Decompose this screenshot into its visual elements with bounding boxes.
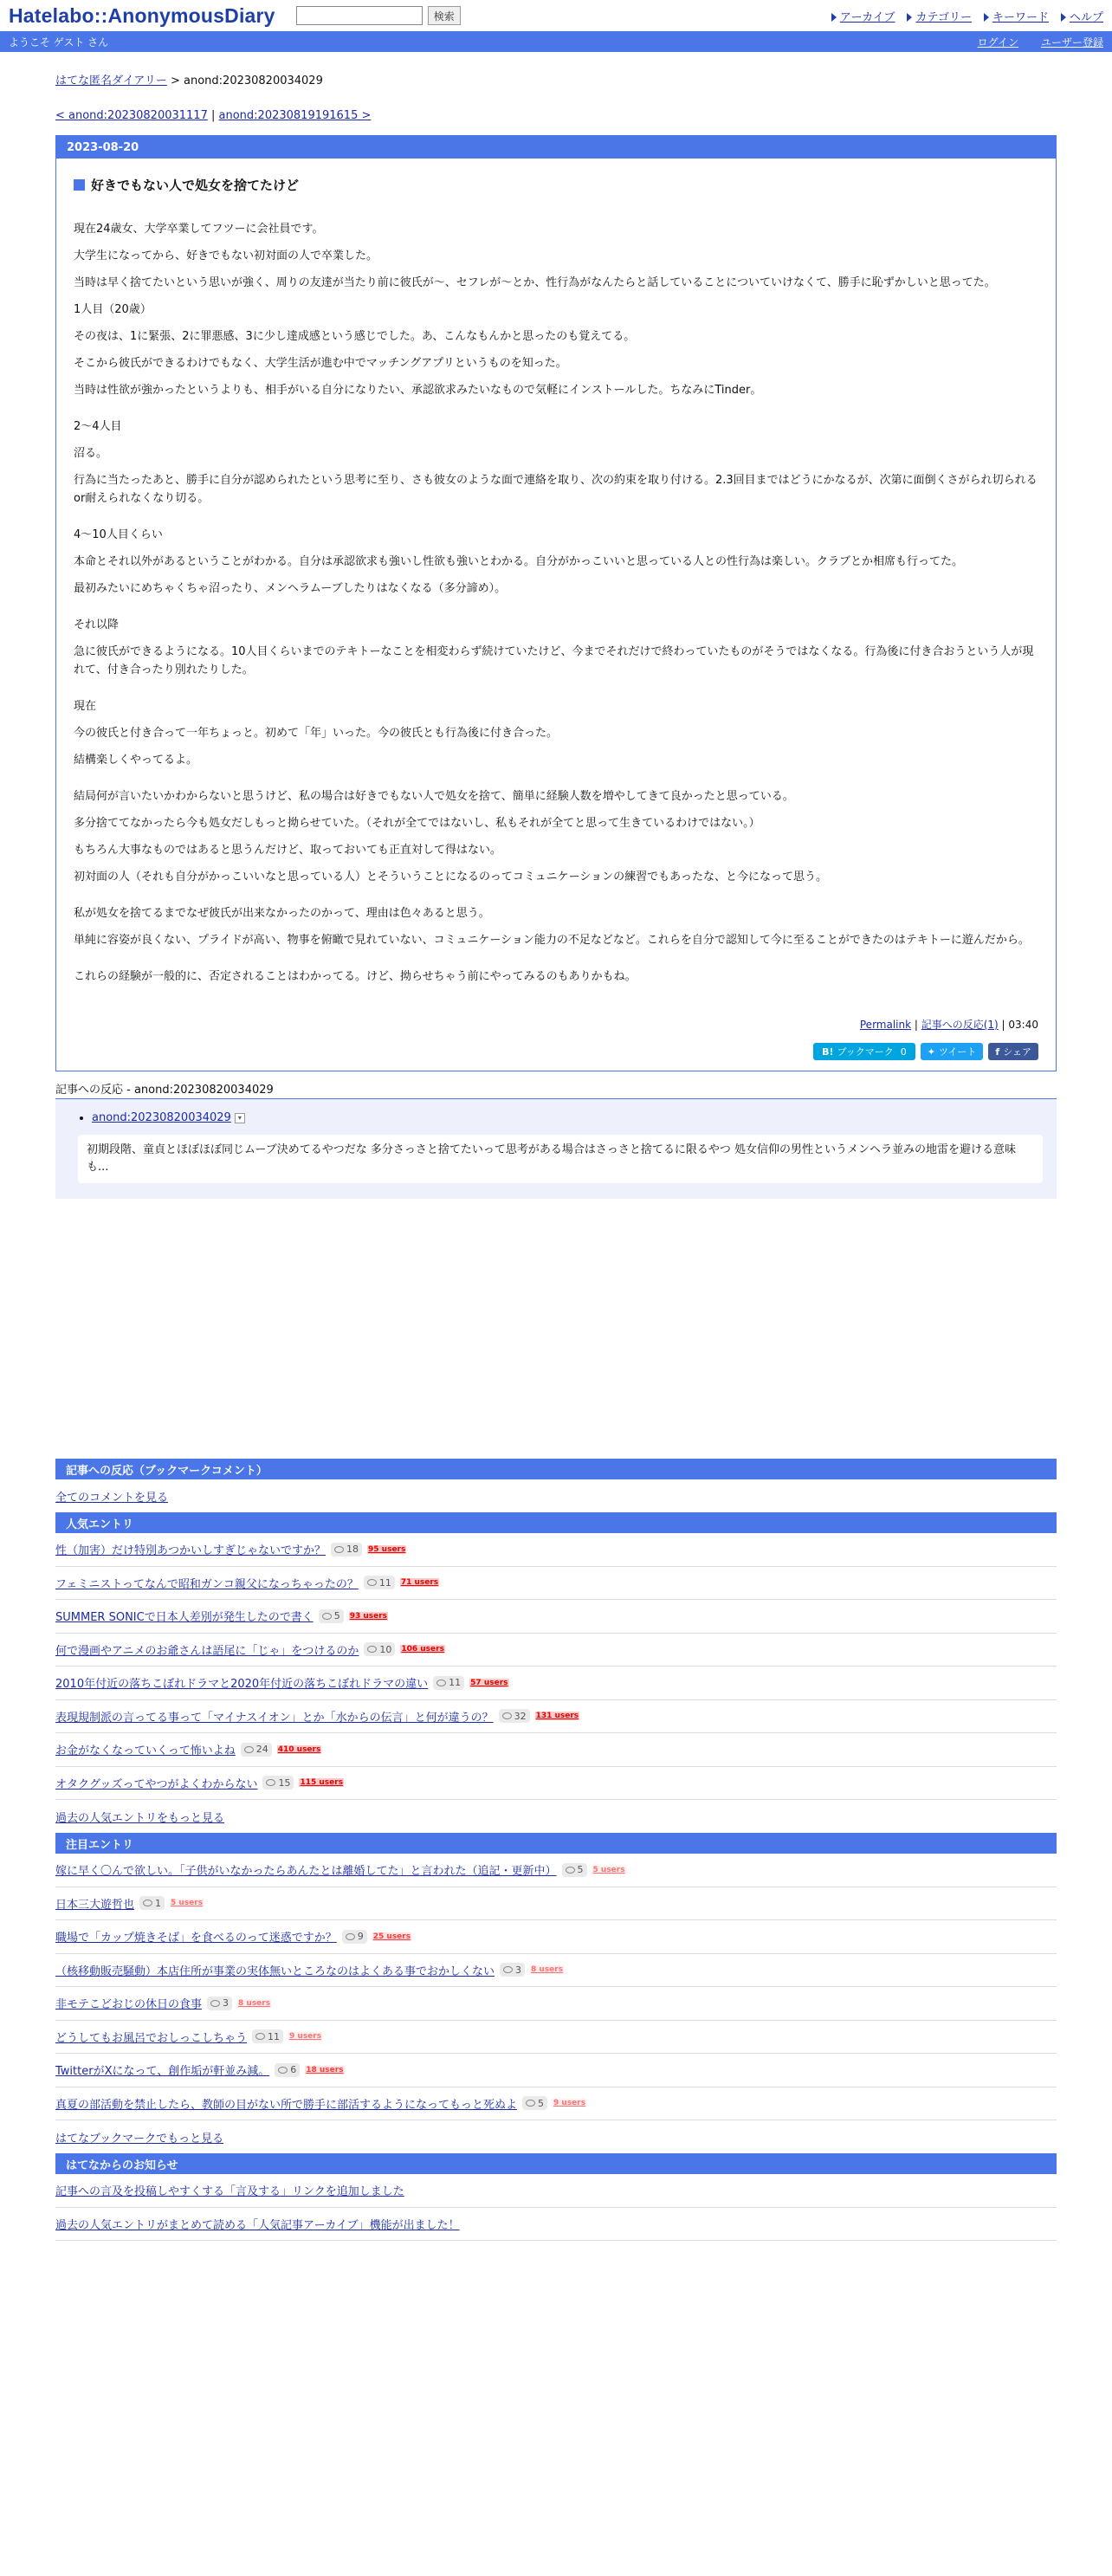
entry-link[interactable]: オタクグッズってやつがよくわからない xyxy=(55,1777,258,1791)
search-input[interactable] xyxy=(296,6,423,25)
entry-row xyxy=(55,1954,1057,1988)
entry-link[interactable]: 性（加害）だけ特別あつかいしすぎじゃないですか？ xyxy=(55,1544,326,1558)
entry-row xyxy=(55,1767,1057,1801)
news-link[interactable]: 過去の人気エントリがまとめて読める「人気記事アーカイブ」機能が出ました！ xyxy=(55,2218,460,2232)
comment-count-badge[interactable] xyxy=(241,1743,272,1757)
comment-bubble-icon xyxy=(278,2067,288,2074)
comment-count: 5 xyxy=(333,1610,340,1622)
users-count-badge[interactable]: 57 users xyxy=(470,1678,508,1687)
users-count-badge[interactable]: 9 users xyxy=(553,2099,586,2108)
entry-paragraph: 本命とそれ以外があるということがわかる。自分は承認欲求も強いし性欲も強いとわかる。自分がかっこいいと思っている人との性行為は楽しい。クラブとか相席も行ってた。 xyxy=(74,555,964,568)
comment-count: 11 xyxy=(378,1576,391,1589)
bookmark-count: 0 xyxy=(900,1045,907,1058)
comment-count: 11 xyxy=(268,2030,281,2042)
bookmark-label: ブックマーク xyxy=(837,1046,894,1058)
more-row xyxy=(55,1800,1057,1833)
news-row xyxy=(55,2174,1057,2208)
entry-paragraph: 初対面の人（それも自分がかっこいいなと思っている人）とそういうことになるのってコミュニケーションの練習でもあったな、と今になって思う。 xyxy=(74,871,827,883)
pager-separator: | xyxy=(207,109,219,122)
comment-count: 9 xyxy=(357,1931,364,1943)
comment-bubble-icon xyxy=(334,1546,344,1553)
popular-entries-heading: 人気エントリ xyxy=(55,1512,1057,1533)
paragraph-spacer xyxy=(74,408,1038,417)
users-count-badge[interactable]: 8 users xyxy=(531,1965,564,1975)
nav-category[interactable]: カテゴリー xyxy=(907,8,971,24)
welcome-text: ようこそ ゲスト さん xyxy=(9,36,109,49)
diary-entry xyxy=(55,135,1057,1071)
entry-row xyxy=(55,1920,1057,1954)
paragraph-spacer xyxy=(74,688,1038,697)
comment-bubble-icon xyxy=(367,1579,377,1586)
comment-count: 5 xyxy=(538,2097,545,2109)
hatena-bookmark-button[interactable] xyxy=(813,1043,915,1060)
site-header xyxy=(0,0,1112,31)
more-popular-link[interactable]: 過去の人気エントリをもっと見る xyxy=(55,1811,225,1825)
reaction-link[interactable]: anond:20230820034029 xyxy=(92,1111,231,1124)
entry-row xyxy=(55,1733,1057,1767)
comment-count-badge[interactable] xyxy=(500,1963,525,1977)
footer-separator: | xyxy=(911,1019,921,1031)
users-count-badge[interactable]: 95 users xyxy=(368,1544,406,1554)
entry-row xyxy=(55,1533,1057,1567)
users-count-badge[interactable]: 115 users xyxy=(300,1778,344,1788)
users-count-badge[interactable]: 25 users xyxy=(372,1932,411,1941)
hatena-bookmark-icon: B! xyxy=(822,1045,834,1058)
next-entry-link[interactable]: anond:20230819191615 > xyxy=(218,109,372,122)
all-comments-link[interactable]: 全てのコメントを見る xyxy=(55,1491,169,1505)
comment-count: 3 xyxy=(223,1997,230,2010)
nav-keyword[interactable]: キーワード xyxy=(984,8,1049,24)
entry-title-text[interactable]: 好きでもない人で処女を捨てたけど xyxy=(91,178,300,193)
entry-link[interactable]: （核移動販売騒動）本店住所が事業の実体無いところなのはよくある事でおかしくない xyxy=(55,1964,495,1978)
users-count-badge[interactable]: 410 users xyxy=(277,1744,321,1754)
entry-row xyxy=(55,2021,1057,2055)
comment-count-badge[interactable] xyxy=(342,1930,367,1944)
comment-bubble-icon xyxy=(266,1779,275,1786)
comment-count-badge[interactable] xyxy=(262,1776,294,1790)
facebook-icon: f xyxy=(995,1045,1000,1058)
comment-bubble-icon xyxy=(255,2033,265,2040)
entry-paragraph: 大学生になってから、好きでもない初対面の人で卒業した。 xyxy=(74,249,378,262)
entry-link[interactable]: 嫁に早く〇んで欲しい。「子供がいなかったらあんたとは離婚してた」と言われた（追記・更新中） xyxy=(55,1865,557,1879)
comment-count: 15 xyxy=(278,1777,291,1789)
entry-paragraph: もちろん大事なものではあると思うんだけど、取っておいても正直対して得はない。 xyxy=(74,844,502,857)
news-list xyxy=(55,2174,1057,2241)
users-count-badge[interactable]: 5 users xyxy=(171,1899,204,1908)
comment-bubble-icon xyxy=(436,1680,446,1686)
entry-row xyxy=(55,1887,1057,1921)
users-count-badge[interactable]: 5 users xyxy=(592,1865,625,1874)
entry-paragraph: 当時は性欲が強かったというよりも、相手がいる自分になりたい、承認欲求みたいなもので気軽にインストールした。ちなみにTinder。 xyxy=(74,384,762,397)
login-link[interactable]: ログイン xyxy=(977,36,1018,49)
more-row xyxy=(55,2120,1057,2153)
entry-row xyxy=(55,1700,1057,1734)
entry-row xyxy=(55,2087,1057,2121)
users-count-badge[interactable]: 9 users xyxy=(289,2032,322,2042)
entry-paragraph: 結局何が言いたいかわからないと思うけど、私の場合は好きでもない人で処女を捨て、簡単に経験人数を増やしてきて良かったと思っている。 xyxy=(74,790,794,803)
entry-paragraph: 1人目（20歳） xyxy=(74,303,152,316)
comment-bubble-icon xyxy=(143,1900,152,1906)
prev-entry-link[interactable]: < anond:20230820031117 xyxy=(55,109,208,122)
share-label: シェア xyxy=(1003,1046,1031,1058)
comment-count: 1 xyxy=(155,1897,162,1909)
nav-help[interactable]: ヘルプ xyxy=(1061,8,1103,24)
entry-paragraph: 当時は早く捨てたいという思いが強く、周りの友達が当たり前に彼氏が〜、セフレが〜とか、性行為がなんたらと話していることについていけなくて、勝手に恥ずかしいと思ってた。 xyxy=(74,276,996,289)
comment-count-badge[interactable] xyxy=(562,1863,587,1877)
entry-link[interactable]: 表現規制派の言ってる事って「マイナスイオン」とか「水からの伝言」と何が違うの？ xyxy=(55,1711,494,1725)
users-count-badge[interactable]: 8 users xyxy=(238,1998,271,2008)
entry-text xyxy=(74,220,1038,986)
entry-date: 2023-08-20 xyxy=(56,136,1056,159)
entry-link[interactable]: 2010年付近の落ちこぼれドラマと2020年付近の落ちこぼれドラマの違い xyxy=(55,1678,429,1692)
comment-bubble-icon xyxy=(566,1867,575,1874)
breadcrumb xyxy=(55,71,1057,87)
entry-link[interactable]: 日本三大遊哲也 xyxy=(55,1898,135,1912)
comment-count-badge[interactable] xyxy=(319,1609,344,1623)
entry-paragraph: 現在24歳女、大学卒業してフツーに会社員です。 xyxy=(74,223,324,236)
entry-row xyxy=(55,2054,1057,2087)
comment-count-badge[interactable] xyxy=(331,1543,362,1557)
news-link[interactable]: 記事への言及を投稿しやすくする「言及する」リンクを追加しました xyxy=(55,2185,404,2199)
comment-count: 24 xyxy=(255,1744,268,1756)
paragraph-spacer xyxy=(74,958,1038,968)
tweet-button[interactable] xyxy=(921,1043,984,1060)
bookmark-comments-heading: 記事への反応（ブックマークコメント） xyxy=(55,1459,1057,1479)
entry-paragraph: 最初みたいにめちゃくちゃ沼ったり、メンヘラムーブしたりはなくなる（多分諦め）。 xyxy=(74,582,507,595)
users-count-badge[interactable]: 131 users xyxy=(535,1712,579,1721)
entry-row xyxy=(55,1854,1057,1887)
breadcrumb-home[interactable]: はてな匿名ダイアリー xyxy=(55,74,167,87)
entry-time: 03:40 xyxy=(1008,1019,1038,1031)
reactions-heading: 記事への反応 - anond:20230820034029 xyxy=(55,1080,1057,1099)
entry-paragraph: 行為に当たったあと、勝手に自分が認められたという思考に至り、さも彼女のような面で連絡を取り、次の約束を取り付ける。2.3回目まではどうにかなるが、次第に面倒くさがられ切られるor耐えられなくなり切る。 xyxy=(74,474,1038,505)
entry-row xyxy=(55,1987,1057,2021)
comment-count-badge[interactable] xyxy=(364,1576,395,1589)
reaction-excerpt: 初期段階、童貞とほぼほぼ同じムーブ決めてるやつだな 多分さっさと捨てたいって思考がある場合はさっさと捨てるに限るやつ 処女信仰の男性というメンヘラ並みの地雷を避ける意味も... xyxy=(78,1135,1043,1183)
header-nav xyxy=(831,8,1103,24)
entry-paragraph: 私が処女を捨てるまでなぜ彼氏が出来なかったのかって、理由は色々あると思う。 xyxy=(74,907,490,920)
comment-bubble-icon xyxy=(503,1966,513,1973)
entry-paragraph: そこから彼氏ができるわけでもなく、大学生活が進む中でマッチングアプリというものを知った。 xyxy=(74,357,567,370)
reactions-list xyxy=(55,1099,1057,1199)
entry-paragraph: それ以降 xyxy=(74,618,120,631)
share-buttons xyxy=(74,1043,1038,1060)
more-row xyxy=(55,1479,1057,1512)
paragraph-spacer xyxy=(74,516,1038,526)
entry-link[interactable]: 職場で「カップ焼きそば」を食べるのって迷惑ですか？ xyxy=(55,1932,337,1945)
permalink-link[interactable]: Permalink xyxy=(859,1019,912,1031)
comment-bubble-icon xyxy=(210,2000,220,2007)
entry-paragraph: これらの経験が一般的に、否定されることはわかってる。けど、拗らせちゃう前にやってみるのもありかもね。 xyxy=(74,970,637,983)
tweet-label: ツイート xyxy=(938,1046,977,1058)
entry-body xyxy=(56,159,1056,1071)
users-count-badge[interactable]: 106 users xyxy=(401,1645,444,1654)
title-square-icon xyxy=(74,179,85,191)
comment-count-badge[interactable] xyxy=(364,1642,395,1656)
users-count-badge[interactable]: 93 users xyxy=(349,1611,388,1621)
comment-count-badge[interactable] xyxy=(499,1709,530,1723)
entry-paragraph: 結構楽しくやってるよ。 xyxy=(74,754,198,767)
comment-bubble-icon xyxy=(322,1613,332,1620)
nav-archive[interactable]: アーカイブ xyxy=(831,8,895,24)
comment-count-badge[interactable] xyxy=(139,1896,165,1910)
entry-row xyxy=(55,1600,1057,1634)
entry-footer xyxy=(74,1017,1038,1032)
news-heading: はてなからのお知らせ xyxy=(55,2153,1057,2174)
comment-count: 5 xyxy=(577,1864,584,1876)
entry-pager xyxy=(55,109,1057,125)
featured-entries-list xyxy=(55,1854,1057,2120)
footer-separator: | xyxy=(998,1019,1009,1031)
paragraph-spacer xyxy=(74,778,1038,787)
comment-bubble-icon xyxy=(367,1646,377,1653)
facebook-share-button[interactable] xyxy=(988,1043,1038,1060)
entry-paragraph: 単純に容姿が良くない、プライドが高い、物事を俯瞰で見れていない、コミュニケーション能力の不足などなど。これらを自分で認知して今に至ることができたのはテキトーに遊んだから。 xyxy=(74,934,1030,947)
users-count-badge[interactable]: 18 users xyxy=(306,2065,344,2074)
comment-bubble-icon xyxy=(244,1746,254,1753)
comment-count-badge[interactable] xyxy=(433,1676,464,1690)
users-count-badge[interactable]: 71 users xyxy=(400,1578,439,1588)
comment-count-badge[interactable] xyxy=(522,2096,547,2110)
expand-icon[interactable]: ▾ xyxy=(235,1113,245,1123)
entry-link[interactable]: お金がなくなっていくって怖いよね xyxy=(55,1744,236,1758)
entry-paragraph: その夜は、1に緊張、2に罪悪感、3に少し達成感という感じでした。あ、こんなもんかと思ったのも覚えてる。 xyxy=(74,330,636,343)
comment-count: 18 xyxy=(346,1544,359,1556)
breadcrumb-separator: > xyxy=(166,74,184,87)
paragraph-spacer xyxy=(74,606,1038,616)
paragraph-spacer xyxy=(74,895,1038,904)
search-button[interactable]: 検索 xyxy=(428,6,461,25)
entry-paragraph: 多分捨ててなかったら今も処女だしもっと拗らせていた。（それが全てではないし、私もそれが全てと思って生きているわけではない。） xyxy=(74,817,760,830)
ad-space xyxy=(55,1199,1057,1459)
comment-bubble-icon xyxy=(502,1712,512,1719)
entry-row xyxy=(55,1634,1057,1667)
reactions-count-link[interactable]: 記事への反応(1) xyxy=(921,1019,999,1031)
comment-count: 10 xyxy=(379,1643,392,1655)
comment-count-badge[interactable] xyxy=(207,1997,232,2010)
more-bookmark-link[interactable]: はてなブックマークでもっと見る xyxy=(55,2132,224,2146)
comment-count: 6 xyxy=(290,2064,297,2076)
popular-entries-list xyxy=(55,1533,1057,1800)
site-logo[interactable]: Hatelabo::AnonymousDiary xyxy=(9,3,275,27)
comment-bubble-icon xyxy=(526,2100,535,2107)
entry-paragraph: 2〜4人目 xyxy=(74,420,122,433)
comment-count: 32 xyxy=(514,1710,527,1722)
user-links xyxy=(978,35,1103,49)
entry-link[interactable]: フェミニストってなんで昭和ガンコ親父になっちゃったの？ xyxy=(55,1577,359,1591)
news-row xyxy=(55,2208,1057,2242)
entry-link[interactable]: 真夏の部活動を禁止したら、教師の目がない所で勝手に部活するようになってもっと死ぬよ xyxy=(55,2098,518,2112)
entry-paragraph: 沼る。 xyxy=(74,447,108,460)
entry-title xyxy=(74,176,1038,194)
entry-row xyxy=(55,1567,1057,1601)
comment-count-badge[interactable] xyxy=(252,2029,283,2043)
entry-link[interactable]: どうしてもお風呂でおしっこしちゃう xyxy=(55,2031,248,2045)
entry-paragraph: 4〜10人目くらい xyxy=(74,528,163,541)
entry-row xyxy=(55,1667,1057,1700)
entry-link[interactable]: SUMMER SONICで日本人差別が発生したので書く xyxy=(55,1611,314,1625)
comment-count-badge[interactable] xyxy=(275,2063,300,2077)
breadcrumb-current: anond:20230820034029 xyxy=(184,74,323,87)
reaction-item xyxy=(87,1111,1043,1183)
entry-paragraph: 今の彼氏と付き合って一年ちょっと。初めて「年」いった。今の彼氏とも行為後に付き合った。 xyxy=(74,727,559,740)
twitter-bird-icon: ✦ xyxy=(927,1045,935,1058)
user-bar xyxy=(0,31,1112,52)
entry-link[interactable]: TwitterがXになって、創作垢が軒並み減。 xyxy=(55,2065,270,2079)
entry-paragraph: 現在 xyxy=(74,700,97,713)
entry-link[interactable]: 何で漫画やアニメのお爺さんは語尾に「じゃ」をつけるのか xyxy=(55,1644,359,1658)
main-content xyxy=(55,71,1057,2241)
comment-count: 3 xyxy=(515,1964,522,1976)
entry-link[interactable]: 非モテこどおじの休日の食事 xyxy=(55,1998,203,2012)
register-link[interactable]: ユーザー登録 xyxy=(1040,36,1103,49)
comment-bubble-icon xyxy=(346,1933,355,1940)
featured-entries-heading: 注目エントリ xyxy=(55,1833,1057,1854)
entry-paragraph: 急に彼氏ができるようになる。10人目くらいまでのテキトーなことを相変わらず続けていたけど、今までそれだけで終わっていたものがそうではなくなる。行為後に付き合おうという人が現れて、付き合ったり別れたりした。 xyxy=(74,645,1034,676)
comment-count: 11 xyxy=(449,1677,462,1689)
